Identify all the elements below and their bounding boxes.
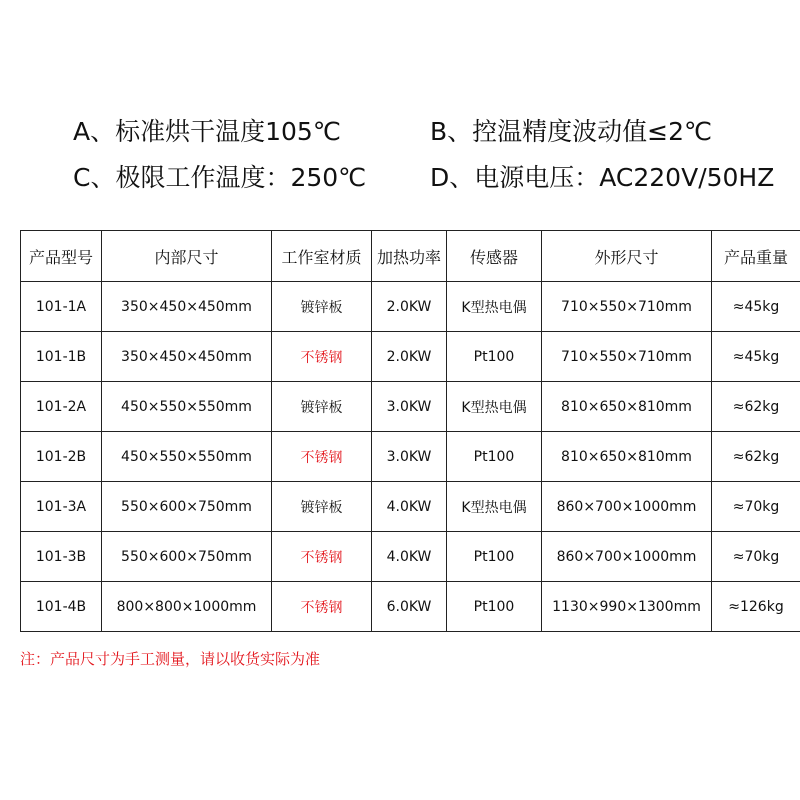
header-heating-power: 加热功率 (372, 231, 447, 282)
cell-outer-size: 710×550×710mm (542, 332, 712, 382)
cell-model: 101-1A (21, 282, 102, 332)
cell-model: 101-2B (21, 432, 102, 482)
spec-temperature-accuracy: B、控温精度波动值≤2℃ (430, 117, 713, 146)
header-model: 产品型号 (21, 231, 102, 282)
cell-inner-size: 350×450×450mm (102, 282, 272, 332)
cell-inner-size: 550×600×750mm (102, 532, 272, 582)
spec-row-1 (0, 112, 800, 158)
spec-row-2 (0, 158, 800, 204)
header-sensor: 传感器 (447, 231, 542, 282)
cell-outer-size: 860×700×1000mm (542, 482, 712, 532)
spec-drying-temperature: A、标准烘干温度105℃ (73, 117, 341, 146)
cell-sensor: Pt100 (447, 582, 542, 632)
table-row (21, 532, 800, 582)
header-inner-size: 内部尺寸 (102, 231, 272, 282)
cell-inner-size: 350×450×450mm (102, 332, 272, 382)
cell-inner-size: 450×550×550mm (102, 432, 272, 482)
spec-max-temperature: C、极限工作温度：250℃ (73, 163, 367, 192)
cell-model: 101-4B (21, 582, 102, 632)
table-row (21, 332, 800, 382)
cell-model: 101-2A (21, 382, 102, 432)
cell-inner-size: 550×600×750mm (102, 482, 272, 532)
cell-material: 镀锌板 (272, 382, 372, 432)
cell-material: 镀锌板 (272, 282, 372, 332)
header-chamber-material: 工作室材质 (272, 231, 372, 282)
cell-weight: ≈70kg (712, 482, 800, 532)
cell-weight: ≈62kg (712, 432, 800, 482)
cell-weight: ≈45kg (712, 282, 800, 332)
table-header-row (21, 231, 800, 282)
cell-outer-size: 810×650×810mm (542, 432, 712, 482)
cell-weight: ≈70kg (712, 532, 800, 582)
table-row (21, 382, 800, 432)
table-row (21, 282, 800, 332)
cell-model: 101-3A (21, 482, 102, 532)
cell-sensor: Pt100 (447, 332, 542, 382)
cell-weight: ≈126kg (712, 582, 800, 632)
cell-model: 101-1B (21, 332, 102, 382)
cell-outer-size: 710×550×710mm (542, 282, 712, 332)
header-outer-size: 外形尺寸 (542, 231, 712, 282)
cell-power: 2.0KW (372, 332, 447, 382)
table-row (21, 582, 800, 632)
cell-power: 4.0KW (372, 482, 447, 532)
cell-weight: ≈62kg (712, 382, 800, 432)
cell-material: 不锈钢 (272, 332, 372, 382)
cell-sensor: K型热电偶 (447, 382, 542, 432)
cell-outer-size: 860×700×1000mm (542, 532, 712, 582)
cell-sensor: Pt100 (447, 432, 542, 482)
cell-inner-size: 450×550×550mm (102, 382, 272, 432)
cell-material: 不锈钢 (272, 432, 372, 482)
cell-outer-size: 810×650×810mm (542, 382, 712, 432)
cell-material: 镀锌板 (272, 482, 372, 532)
cell-outer-size: 1130×990×1300mm (542, 582, 712, 632)
cell-sensor: K型热电偶 (447, 282, 542, 332)
spec-list (0, 112, 800, 204)
cell-power: 2.0KW (372, 282, 447, 332)
cell-material: 不锈钢 (272, 582, 372, 632)
cell-weight: ≈45kg (712, 332, 800, 382)
cell-inner-size: 800×800×1000mm (102, 582, 272, 632)
table-row (21, 432, 800, 482)
spec-power-supply: D、电源电压：AC220V/50HZ (430, 163, 775, 192)
cell-model: 101-3B (21, 532, 102, 582)
cell-power: 3.0KW (372, 432, 447, 482)
cell-sensor: K型热电偶 (447, 482, 542, 532)
cell-material: 不锈钢 (272, 532, 372, 582)
table-row (21, 482, 800, 532)
cell-power: 4.0KW (372, 532, 447, 582)
header-weight: 产品重量 (712, 231, 800, 282)
product-spec-table (20, 230, 800, 632)
cell-sensor: Pt100 (447, 532, 542, 582)
cell-power: 6.0KW (372, 582, 447, 632)
measurement-note: 注：产品尺寸为手工测量，请以收货实际为准 (20, 650, 321, 668)
cell-power: 3.0KW (372, 382, 447, 432)
